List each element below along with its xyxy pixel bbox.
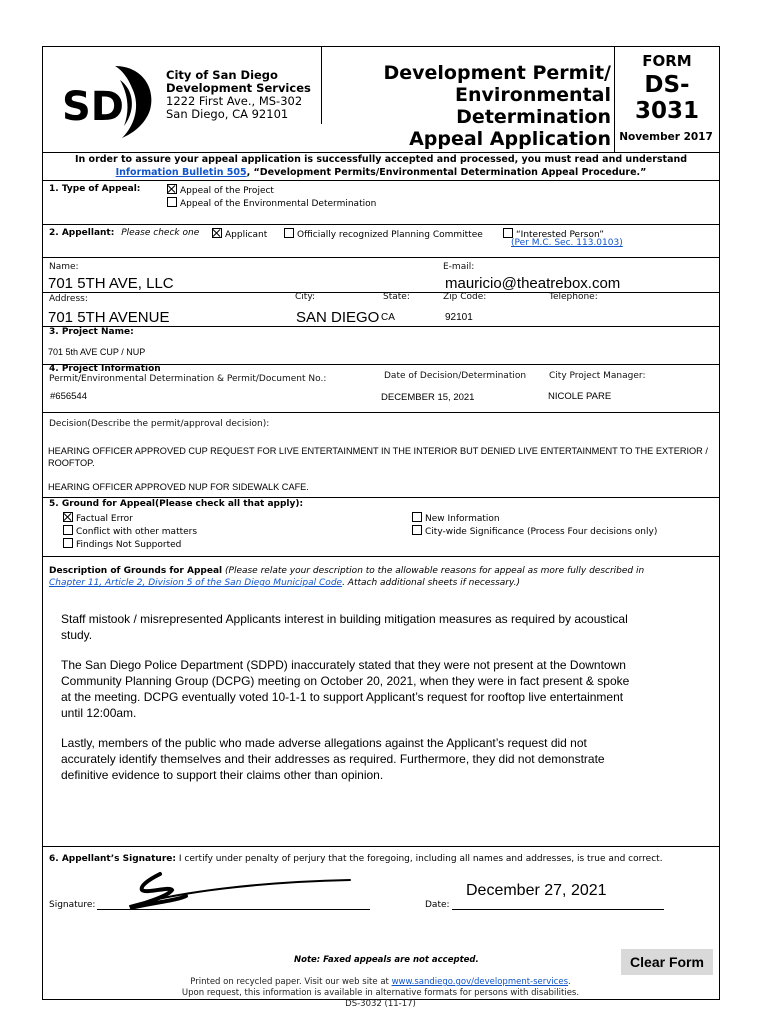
conflict-checkbox[interactable] (63, 525, 73, 535)
factual-error-checkbox[interactable] (63, 512, 73, 522)
new-info-label: New Information (425, 514, 500, 524)
grounds-label: 5. Ground for Appeal(Please check all that apply): (49, 499, 304, 509)
intro-line-1: In order to assure your appeal application is successfully accepted and processed, you must read and understand (74, 154, 688, 165)
conflict-label: Conflict with other matters (76, 527, 198, 537)
handwritten-signature[interactable] (118, 866, 358, 916)
appeal-environmental-option[interactable] (167, 197, 376, 209)
appeal-project-option[interactable] (167, 184, 274, 196)
appellant-planning-option[interactable] (284, 228, 483, 240)
clear-form-label: Clear Form (630, 954, 704, 970)
signature-row (49, 854, 663, 864)
description-paragraph-2: The San Diego Police Department (SDPD) inaccurately stated that they were not present at the Downtown Community Planning Group (DCPG) meeting on October 20, 2021, when they were in fact present & spoke at the meeting. DCPG eventually voted 10-1-1 to support Applicant’s request for rooftop live entertainment until 12:00am. (61, 658, 630, 720)
state-label: State: (383, 292, 410, 302)
form-date: November 2017 (619, 131, 713, 143)
factual-error-label: Factual Error (76, 514, 133, 524)
signature-date-field[interactable]: December 27, 2021 (466, 882, 607, 899)
conflict-option[interactable] (63, 525, 197, 537)
decision-date-label: Date of Decision/Determination (384, 371, 527, 381)
interested-person-checkbox[interactable] (503, 228, 513, 238)
zip-label: Zip Code: (443, 292, 487, 302)
findings-checkbox[interactable] (63, 538, 73, 548)
project-manager-label: City Project Manager: (549, 371, 646, 381)
form-label: FORM (642, 52, 692, 70)
citywide-label: City-wide Significance (Process Four decisions only) (425, 527, 658, 537)
form-number: DS-3031 (634, 72, 699, 124)
description-paragraph-3: Lastly, members of the public who made adverse allegations against the Applicant’s request did not accurately identify themselves and their addresses as required. Furthermore, they did not demonstrate definitive evidence to support their claims other than opinion. (61, 736, 605, 782)
address-field[interactable]: 701 5TH AVENUE (48, 309, 170, 326)
intro-text (44, 154, 718, 179)
decision-text-2: HEARING OFFICER APPROVED NUP FOR SIDEWALK CAFE. (48, 482, 309, 492)
name-field[interactable]: 701 5TH AVE, LLC (48, 275, 174, 292)
new-info-option[interactable] (412, 512, 500, 524)
page-title (324, 62, 611, 150)
project-info-label: 4. Project Information (49, 364, 161, 374)
doc-code: DS-3032 (11-17) (345, 999, 416, 1009)
svg-text:SD: SD (62, 84, 125, 130)
info-bulletin-link[interactable]: Information Bulletin 505 (115, 166, 247, 178)
org-department: Development Services (166, 81, 311, 95)
decision-text-1: HEARING OFFICER APPROVED CUP REQUEST FOR LIVE ENTERTAINMENT IN THE INTERIOR BUT DENIED LIVE ENTERTAINMENT TO THE EXTERIOR / ROOFTOP. (48, 446, 708, 468)
appeal-environmental-checkbox[interactable] (167, 197, 177, 207)
interested-person-label: “Interested Person” (516, 230, 604, 240)
org-name: City of San Diego (166, 68, 278, 82)
clear-form-button[interactable] (621, 949, 713, 975)
findings-label: Findings Not Supported (76, 540, 182, 550)
permit-doc-field[interactable]: #656544 (50, 391, 87, 402)
email-field[interactable]: mauricio@theatrebox.com (445, 275, 621, 292)
applicant-checkbox[interactable] (212, 228, 222, 238)
signature-section-label: 6. Appellant’s Signature: (49, 854, 176, 864)
decision-label: Decision(Describe the permit/approval decision): (49, 419, 270, 429)
certify-text: I certify under penalty of perjury that the foregoing, including all names and addresses, is true and correct. (178, 854, 663, 864)
description-instructions: (Please relate your description to the allowable reasons for appeal as more fully described in (225, 566, 645, 576)
type-of-appeal-label: 1. Type of Appeal: (49, 184, 141, 194)
title-line-1: Development Permit/ (383, 62, 611, 84)
org-address-street: 1222 First Ave., MS-302 (166, 94, 303, 108)
appeal-project-checkbox[interactable] (167, 184, 177, 194)
appeal-project-label: Appeal of the Project (180, 186, 274, 196)
planning-committee-label: Officially recognized Planning Committee (297, 230, 483, 240)
applicant-label: Applicant (225, 230, 268, 240)
state-field[interactable]: CA (381, 312, 395, 323)
decision-date-field[interactable]: DECEMBER 15, 2021 (381, 392, 475, 403)
permit-doc-label: Permit/Environmental Determination & Permit/Document No.: (49, 374, 327, 384)
printed-text-end: . (568, 977, 571, 987)
project-name-field[interactable]: 701 5th AVE CUP / NUP (48, 347, 146, 357)
municipal-code-chapter-link[interactable]: Chapter 11, Article 2, Division 5 of the San Diego Municipal Code (49, 578, 343, 588)
description-paragraph-1: Staff mistook / misrepresented Applicants interest in building mitigation measures as required by acoustical study. (61, 612, 628, 642)
appellant-hint: Please check one (121, 228, 200, 238)
appellant-applicant-option[interactable] (212, 228, 267, 240)
description-label: Description of Grounds for Appeal (49, 566, 223, 576)
telephone-label: Telephone: (549, 292, 598, 302)
footer-text (42, 977, 719, 1010)
title-line-2: Environmental Determination (455, 84, 611, 128)
zip-field[interactable]: 92101 (445, 312, 473, 323)
org-address-city: San Diego, CA 92101 (166, 107, 289, 121)
sd-logo (60, 52, 160, 148)
fax-note: Note: Faxed appeals are not accepted. (294, 955, 479, 965)
description-text-field[interactable] (61, 611, 641, 797)
name-label: Name: (49, 262, 79, 272)
appellant-label: 2. Appellant: (49, 228, 115, 238)
city-label: City: (295, 292, 316, 302)
address-label: Address: (49, 294, 88, 304)
title-line-3: Appeal Application (409, 128, 611, 150)
description-header (49, 565, 689, 589)
municipal-code-link[interactable]: (Per M.C. Sec. 113.0103) (511, 238, 623, 248)
planning-committee-checkbox[interactable] (284, 228, 294, 238)
project-manager-field[interactable]: NICOLE PARE (548, 391, 612, 402)
factual-error-option[interactable] (63, 512, 133, 524)
citywide-checkbox[interactable] (412, 525, 422, 535)
alt-formats-text: Upon request, this information is available in alternative formats for persons with disabilities. (181, 988, 580, 998)
new-info-checkbox[interactable] (412, 512, 422, 522)
city-field[interactable]: SAN DIEGO (296, 309, 380, 326)
intro-line-2: , “Development Permits/Environmental Determination Appeal Procedure.” (246, 166, 647, 178)
org-info (166, 69, 326, 121)
citywide-option[interactable] (412, 525, 657, 537)
website-link[interactable]: www.sandiego.gov/development-services (391, 977, 569, 987)
findings-option[interactable] (63, 538, 181, 550)
printed-text: Printed on recycled paper. Visit our web site at (190, 977, 392, 987)
description-instructions-post: . Attach additional sheets if necessary.) (342, 578, 520, 588)
appellant-row (49, 228, 199, 238)
signature-label: Signature: (49, 900, 96, 910)
date-label: Date: (425, 900, 450, 910)
project-name-label: 3. Project Name: (49, 327, 134, 337)
decision-text-field[interactable] (48, 445, 716, 493)
email-label: E-mail: (443, 262, 475, 272)
form-id-box (616, 52, 718, 124)
appeal-environmental-label: Appeal of the Environmental Determination (180, 199, 377, 209)
